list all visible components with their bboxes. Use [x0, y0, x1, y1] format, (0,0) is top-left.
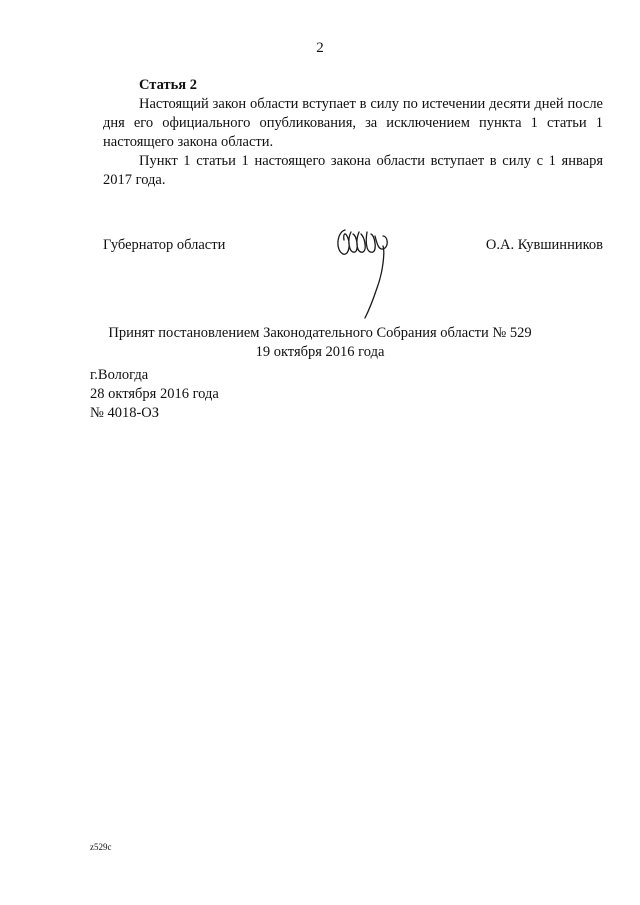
document-code: z529c — [90, 842, 112, 852]
article-paragraph: Настоящий закон области вступает в силу по истечении десяти дней после дня его официального опубликования, за исключением пункта 1 статьи 1 настоящего закона области. — [103, 96, 603, 150]
adoption-date: 19 октября 2016 года — [255, 344, 385, 360]
signatory-position: Губернатор области — [103, 237, 226, 253]
adoption-line: Принят постановлением Законодательного Собрания области № 529 — [108, 325, 532, 341]
article-paragraph: Пункт 1 статьи 1 настоящего закона области вступает в силу с 1 января 2017 года. — [103, 153, 603, 188]
law-number: № 4018-ОЗ — [90, 405, 160, 421]
article-title: Статья 2 — [139, 77, 197, 93]
signature-row — [103, 237, 603, 317]
city: г.Вологда — [90, 367, 149, 383]
place-date-number — [90, 366, 219, 423]
article-section — [103, 76, 603, 190]
adoption-note — [0, 324, 640, 362]
page-number: 2 — [316, 40, 324, 56]
signing-date: 28 октября 2016 года — [90, 386, 219, 402]
signatory-name: О.А. Кувшинников — [485, 237, 603, 253]
handwritten-signature — [331, 222, 401, 322]
